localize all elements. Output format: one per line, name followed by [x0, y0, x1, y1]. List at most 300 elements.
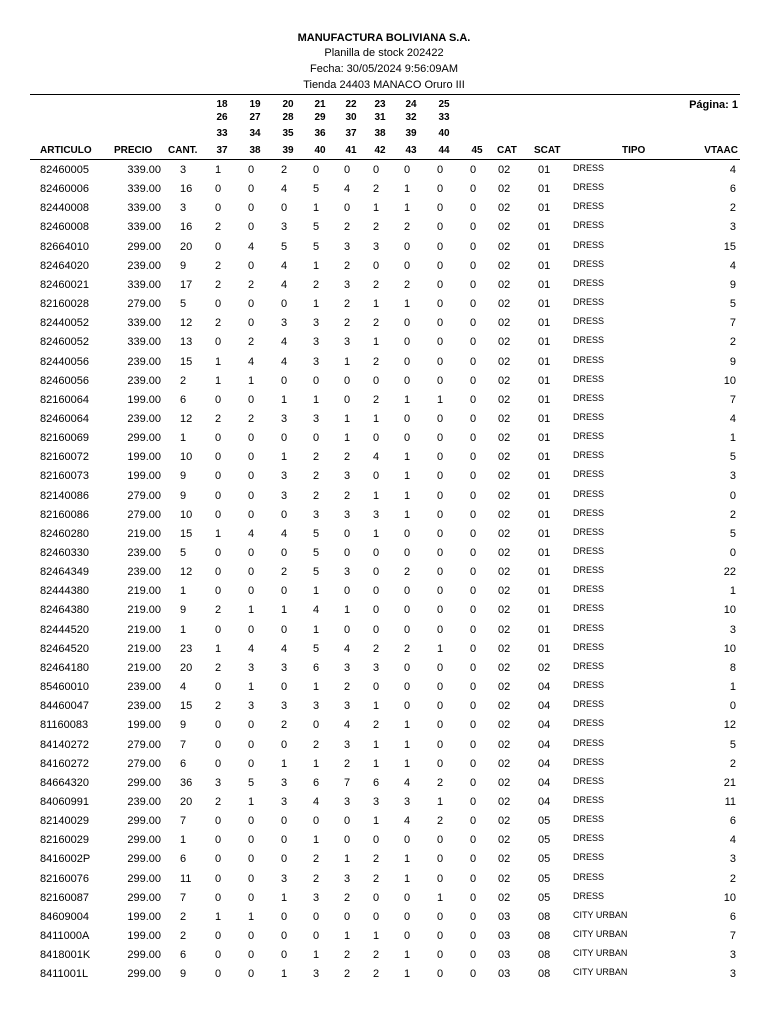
- cell-vtaac: 6: [729, 183, 736, 196]
- cell-size-qty: 0: [469, 642, 477, 655]
- cell-size-qty: 1: [247, 604, 255, 617]
- cell-size-qty: 0: [436, 432, 444, 445]
- table-row: [0, 257, 768, 276]
- cell-cant: 16: [180, 221, 193, 234]
- cell-size-qty: 4: [280, 336, 288, 349]
- cell-cat: 02: [498, 374, 511, 387]
- cell-size-qty: 1: [343, 930, 351, 942]
- cell-precio: 219.00: [127, 527, 161, 540]
- cell-cat: 02: [498, 221, 511, 234]
- cell-articulo: 82440052: [40, 317, 89, 330]
- cell-size-qty: 2: [343, 949, 351, 962]
- col-articulo: ARTICULO: [40, 145, 92, 156]
- cell-size-qty: 2: [247, 336, 255, 349]
- cell-size-qty: 3: [343, 661, 351, 674]
- cell-size-qty: 0: [312, 432, 320, 445]
- cell-articulo: 82464380: [40, 604, 89, 617]
- cell-scat: 01: [538, 317, 551, 330]
- cell-cant: 20: [180, 240, 193, 253]
- table-row: [0, 908, 768, 927]
- cell-size-qty: 2: [372, 642, 380, 655]
- cell-size-qty: 3: [312, 336, 320, 349]
- cell-precio: 239.00: [127, 547, 161, 559]
- cell-vtaac: 5: [729, 738, 736, 751]
- cell-vtaac: 6: [729, 815, 736, 828]
- cell-size-qty: 0: [214, 470, 222, 483]
- company-name: MANUFACTURA BOLIVIANA S.A.: [297, 32, 471, 44]
- cell-articulo: 84460047: [40, 700, 89, 713]
- cell-size-qty: 2: [343, 968, 351, 981]
- cell-size-qty: 1: [343, 355, 351, 368]
- cell-size-qty: 2: [343, 891, 351, 904]
- cell-cat: 02: [498, 661, 511, 674]
- report-subtitle: Planilla de stock 202422: [324, 47, 444, 59]
- cell-size-qty: 0: [403, 604, 411, 617]
- cell-cat: 02: [498, 547, 511, 559]
- cell-precio: 199.00: [127, 719, 161, 732]
- cell-size-qty: 0: [247, 489, 255, 502]
- cell-tipo: DRESS: [573, 794, 605, 805]
- cell-tipo: DRESS: [573, 756, 605, 767]
- cell-articulo: 82460005: [40, 164, 89, 176]
- cell-tipo: DRESS: [573, 431, 605, 442]
- cell-size-qty: 0: [372, 681, 380, 694]
- cell-articulo: 8418001K: [40, 949, 91, 962]
- cell-size-qty: 1: [214, 527, 222, 540]
- cell-size-qty: 2: [343, 451, 351, 464]
- cell-cant: 23: [180, 642, 193, 655]
- cell-size-qty: 1: [436, 393, 444, 406]
- cell-vtaac: 1: [729, 681, 736, 694]
- cell-size-qty: 2: [372, 719, 380, 732]
- cell-articulo: 8411000A: [40, 930, 90, 942]
- cell-size-qty: 0: [403, 834, 411, 847]
- cell-tipo: CITY URBAN: [573, 909, 628, 920]
- cell-vtaac: 22: [723, 566, 736, 579]
- cell-size-qty: 0: [469, 393, 477, 406]
- cell-size-qty: 0: [280, 298, 288, 311]
- cell-scat: 01: [538, 547, 551, 559]
- table-row: [0, 333, 768, 352]
- cell-precio: 239.00: [127, 700, 161, 713]
- cell-size-qty: 3: [343, 470, 351, 483]
- cell-tipo: DRESS: [573, 182, 605, 193]
- cell-size-qty: 0: [436, 259, 444, 272]
- cell-size-qty: 1: [343, 604, 351, 617]
- cell-size-qty: 3: [372, 795, 380, 808]
- cell-scat: 01: [538, 432, 551, 445]
- table-row: [0, 697, 768, 716]
- cell-cant: 1: [180, 585, 187, 598]
- cell-size-qty: 0: [469, 566, 477, 579]
- cell-size-qty: 2: [280, 566, 288, 579]
- cell-cat: 02: [498, 298, 511, 311]
- cell-tipo: DRESS: [573, 277, 605, 288]
- cell-precio: 339.00: [127, 317, 161, 330]
- cell-cat: 02: [498, 259, 511, 272]
- cell-cat: 02: [498, 278, 511, 291]
- cell-cant: 1: [180, 432, 187, 445]
- cell-size-qty: 2: [343, 259, 351, 272]
- cell-cat: 02: [498, 451, 511, 464]
- cell-size-qty: 0: [312, 910, 320, 923]
- cell-size-qty: 3: [280, 317, 288, 330]
- table-row: [0, 870, 768, 889]
- cell-cant: 1: [180, 834, 187, 847]
- cell-size-qty: 5: [280, 240, 288, 253]
- cell-size-qty: 4: [403, 815, 411, 828]
- cell-size-qty: 0: [436, 164, 444, 176]
- cell-articulo: 82664010: [40, 240, 89, 253]
- col-precio: PRECIO: [114, 145, 153, 156]
- cell-size-qty: 1: [403, 949, 411, 962]
- cell-size-qty: 1: [372, 815, 380, 828]
- cell-size-qty: 0: [436, 853, 444, 866]
- cell-size-qty: 1: [403, 757, 411, 770]
- cell-size-qty: 1: [403, 738, 411, 751]
- cell-size-qty: 0: [436, 527, 444, 540]
- cell-scat: 01: [538, 393, 551, 406]
- cell-precio: 239.00: [127, 355, 161, 368]
- cell-vtaac: 5: [729, 298, 736, 311]
- cell-size-qty: 0: [280, 853, 288, 866]
- cell-scat: 02: [538, 661, 551, 674]
- cell-precio: 199.00: [127, 930, 161, 942]
- cell-size-qty: 0: [247, 853, 255, 866]
- cell-size-qty: 0: [214, 872, 222, 885]
- cell-size-qty: 0: [280, 202, 288, 215]
- cell-size-qty: 0: [469, 489, 477, 502]
- cell-cat: 02: [498, 336, 511, 349]
- cell-size-qty: 2: [214, 700, 222, 713]
- cell-vtaac: 0: [729, 489, 736, 502]
- cell-tipo: DRESS: [573, 718, 605, 729]
- cell-size-qty: 3: [214, 776, 222, 789]
- cell-cant: 20: [180, 661, 193, 674]
- cell-size-qty: 0: [469, 834, 477, 847]
- cell-size-qty: 0: [403, 527, 411, 540]
- cell-tipo: DRESS: [573, 641, 605, 652]
- cell-precio: 239.00: [127, 259, 161, 272]
- cell-scat: 04: [538, 719, 551, 732]
- cell-size-qty: 0: [436, 604, 444, 617]
- cell-cat: 03: [498, 910, 511, 923]
- cell-vtaac: 10: [723, 891, 736, 904]
- cell-size-qty: 0: [247, 317, 255, 330]
- cell-size-qty: 1: [280, 393, 288, 406]
- cell-size-qty: 1: [214, 910, 222, 923]
- cell-size-qty: 0: [436, 872, 444, 885]
- cell-size-qty: 1: [312, 259, 320, 272]
- cell-size-qty: 2: [372, 872, 380, 885]
- cell-size-qty: 1: [312, 681, 320, 694]
- cell-cat: 03: [498, 968, 511, 981]
- cell-size-qty: 0: [247, 719, 255, 732]
- cell-precio: 199.00: [127, 393, 161, 406]
- cell-size-qty: 0: [247, 623, 255, 636]
- cell-size-qty: 0: [214, 891, 222, 904]
- cell-size-qty: 2: [214, 412, 222, 425]
- cell-size-qty: 2: [312, 451, 320, 464]
- cell-size-qty: 0: [343, 202, 351, 215]
- cell-size-qty: 1: [403, 393, 411, 406]
- cell-scat: 01: [538, 508, 551, 521]
- table-row: [0, 582, 768, 601]
- cell-size-qty: 1: [372, 930, 380, 942]
- cell-size-qty: 0: [247, 451, 255, 464]
- cell-size-qty: 0: [436, 508, 444, 521]
- table-row: [0, 678, 768, 697]
- cell-size-qty: 2: [214, 221, 222, 234]
- cell-vtaac: 2: [729, 872, 736, 885]
- cell-size-qty: 1: [372, 738, 380, 751]
- cell-size-qty: 1: [312, 202, 320, 215]
- cell-size-qty: 3: [280, 872, 288, 885]
- cell-size-qty: 3: [372, 508, 380, 521]
- table-row: [0, 218, 768, 237]
- table-row: [0, 736, 768, 755]
- cell-cat: 02: [498, 432, 511, 445]
- cell-cant: 3: [180, 202, 187, 215]
- cell-scat: 08: [538, 949, 551, 962]
- cell-size-qty: 0: [247, 547, 255, 559]
- cell-size-qty: 0: [214, 298, 222, 311]
- cell-size-qty: 0: [403, 930, 411, 942]
- cell-cant: 2: [180, 374, 187, 387]
- cell-tipo: DRESS: [573, 335, 605, 346]
- cell-size-qty: 0: [469, 221, 477, 234]
- cell-vtaac: 0: [729, 547, 736, 559]
- cell-size-qty: 1: [403, 719, 411, 732]
- cell-size-qty: 0: [403, 547, 411, 559]
- table-row: [0, 774, 768, 793]
- cell-cat: 02: [498, 527, 511, 540]
- cell-precio: 239.00: [127, 795, 161, 808]
- cell-articulo: 82460021: [40, 278, 89, 291]
- cell-scat: 01: [538, 451, 551, 464]
- cell-scat: 01: [538, 566, 551, 579]
- cell-tipo: CITY URBAN: [573, 967, 628, 978]
- col-vtaac: VTAAC: [704, 145, 738, 156]
- cell-size-qty: 0: [343, 815, 351, 828]
- cell-precio: 299.00: [127, 432, 161, 445]
- cell-size-qty: 0: [403, 891, 411, 904]
- cell-vtaac: 11: [724, 795, 736, 808]
- cell-size-qty: 4: [247, 355, 255, 368]
- cell-size-qty: 2: [372, 221, 380, 234]
- cell-size-qty: 0: [403, 336, 411, 349]
- page-number: Página: 1: [689, 99, 738, 111]
- cell-tipo: DRESS: [573, 488, 605, 499]
- size-header: 40: [438, 128, 450, 139]
- cell-size-qty: 0: [403, 317, 411, 330]
- cell-articulo: 82460008: [40, 221, 89, 234]
- cell-size-qty: 0: [469, 738, 477, 751]
- cell-size-qty: 2: [403, 642, 411, 655]
- cell-tipo: DRESS: [573, 660, 605, 671]
- cell-precio: 239.00: [127, 681, 161, 694]
- col-cant: CANT.: [168, 145, 198, 156]
- cell-size-qty: 1: [312, 623, 320, 636]
- cell-size-qty: 0: [247, 757, 255, 770]
- cell-precio: 299.00: [127, 240, 161, 253]
- cell-size-qty: 0: [436, 374, 444, 387]
- cell-size-qty: 1: [372, 298, 380, 311]
- cell-scat: 05: [538, 872, 551, 885]
- table-row: [0, 946, 768, 965]
- cell-scat: 01: [538, 642, 551, 655]
- cell-size-qty: 3: [343, 872, 351, 885]
- cell-size-qty: 0: [469, 412, 477, 425]
- table-row: [0, 372, 768, 391]
- cell-scat: 08: [538, 930, 551, 942]
- cell-size-qty: 0: [436, 451, 444, 464]
- cell-precio: 279.00: [127, 508, 161, 521]
- cell-size-qty: 1: [247, 795, 255, 808]
- cell-size-qty: 0: [372, 910, 380, 923]
- table-row: [0, 793, 768, 812]
- cell-articulo: 82464349: [40, 566, 89, 579]
- cell-cat: 02: [498, 585, 511, 598]
- cell-precio: 239.00: [127, 412, 161, 425]
- cell-size-qty: 3: [312, 968, 320, 981]
- cell-size-qty: 0: [247, 968, 255, 981]
- cell-size-qty: 0: [403, 910, 411, 923]
- cell-size-qty: 0: [247, 930, 255, 942]
- cell-size-qty: 2: [247, 412, 255, 425]
- cell-vtaac: 7: [729, 393, 736, 406]
- size-header: 32: [405, 112, 417, 123]
- cell-size-qty: 0: [247, 432, 255, 445]
- col-cat: CAT: [497, 145, 517, 156]
- cell-tipo: DRESS: [573, 546, 605, 556]
- cell-size-qty: 1: [214, 642, 222, 655]
- size-header: 20: [282, 99, 294, 110]
- cell-scat: 08: [538, 910, 551, 923]
- cell-size-qty: 1: [403, 968, 411, 981]
- table-row: [0, 180, 768, 199]
- cell-size-qty: 0: [469, 355, 477, 368]
- cell-scat: 01: [538, 355, 551, 368]
- size-header: 42: [374, 145, 386, 156]
- cell-size-qty: 0: [436, 202, 444, 215]
- cell-size-qty: 2: [312, 470, 320, 483]
- cell-size-qty: 0: [469, 451, 477, 464]
- cell-size-qty: 3: [280, 700, 288, 713]
- cell-size-qty: 0: [469, 910, 477, 923]
- cell-vtaac: 1: [729, 585, 736, 598]
- cell-size-qty: 0: [403, 585, 411, 598]
- cell-size-qty: 3: [312, 355, 320, 368]
- cell-articulo: 82160028: [40, 298, 89, 311]
- cell-size-qty: 0: [247, 949, 255, 962]
- cell-size-qty: 0: [247, 872, 255, 885]
- cell-size-qty: 3: [343, 795, 351, 808]
- cell-size-qty: 3: [372, 661, 380, 674]
- table-row: [0, 659, 768, 678]
- cell-articulo: 82460064: [40, 412, 89, 425]
- cell-size-qty: 0: [436, 547, 444, 559]
- cell-size-qty: 2: [343, 681, 351, 694]
- cell-articulo: 82460330: [40, 547, 89, 559]
- cell-size-qty: 0: [214, 719, 222, 732]
- store-name: Tienda 24403 MANACO Oruro III: [303, 79, 465, 91]
- cell-tipo: DRESS: [573, 201, 605, 212]
- cell-size-qty: 0: [214, 202, 222, 215]
- cell-size-qty: 1: [372, 202, 380, 215]
- cell-cant: 15: [180, 700, 193, 713]
- cell-size-qty: 0: [214, 738, 222, 751]
- cell-size-qty: 0: [436, 757, 444, 770]
- cell-size-qty: 1: [403, 183, 411, 196]
- cell-precio: 279.00: [127, 738, 161, 751]
- cell-articulo: 84160272: [40, 757, 89, 770]
- cell-size-qty: 0: [469, 815, 477, 828]
- cell-size-qty: 0: [436, 661, 444, 674]
- cell-articulo: 82160076: [40, 872, 89, 885]
- cell-vtaac: 10: [723, 374, 736, 387]
- cell-cant: 6: [180, 949, 187, 962]
- cell-size-qty: 0: [469, 278, 477, 291]
- cell-vtaac: 2: [729, 202, 736, 215]
- cell-cat: 02: [498, 470, 511, 483]
- table-row: [0, 889, 768, 908]
- cell-size-qty: 0: [214, 681, 222, 694]
- cell-size-qty: 0: [247, 202, 255, 215]
- cell-tipo: DRESS: [573, 163, 605, 173]
- cell-size-qty: 3: [280, 412, 288, 425]
- cell-size-qty: 0: [343, 374, 351, 387]
- table-row: [0, 506, 768, 525]
- size-header: 39: [405, 128, 417, 139]
- cell-tipo: DRESS: [573, 316, 605, 327]
- cell-size-qty: 3: [343, 738, 351, 751]
- cell-tipo: DRESS: [573, 737, 605, 748]
- table-row: [0, 812, 768, 831]
- cell-vtaac: 3: [729, 623, 736, 636]
- size-header: 26: [216, 112, 228, 123]
- cell-size-qty: 4: [372, 451, 380, 464]
- cell-size-qty: 0: [280, 930, 288, 942]
- cell-precio: 299.00: [127, 968, 161, 981]
- cell-size-qty: 0: [436, 623, 444, 636]
- cell-size-qty: 4: [280, 527, 288, 540]
- cell-tipo: DRESS: [573, 680, 605, 691]
- cell-size-qty: 0: [403, 374, 411, 387]
- cell-size-qty: 2: [436, 815, 444, 828]
- cell-size-qty: 1: [312, 585, 320, 598]
- cell-size-qty: 4: [403, 776, 411, 789]
- cell-cat: 02: [498, 853, 511, 866]
- cell-size-qty: 0: [403, 412, 411, 425]
- table-row: [0, 199, 768, 218]
- cell-precio: 339.00: [127, 336, 161, 349]
- cell-size-qty: 5: [312, 642, 320, 655]
- cell-size-qty: 2: [312, 738, 320, 751]
- table-row: [0, 353, 768, 372]
- cell-cant: 12: [180, 566, 193, 579]
- table-row: [0, 448, 768, 467]
- cell-articulo: 82460056: [40, 374, 89, 387]
- cell-size-qty: 2: [436, 776, 444, 789]
- cell-tipo: DRESS: [573, 526, 605, 537]
- cell-size-qty: 0: [469, 508, 477, 521]
- cell-size-qty: 3: [343, 700, 351, 713]
- cell-cat: 02: [498, 891, 511, 904]
- cell-tipo: CITY URBAN: [573, 929, 628, 939]
- size-header: 24: [405, 99, 417, 110]
- cell-size-qty: 0: [469, 317, 477, 330]
